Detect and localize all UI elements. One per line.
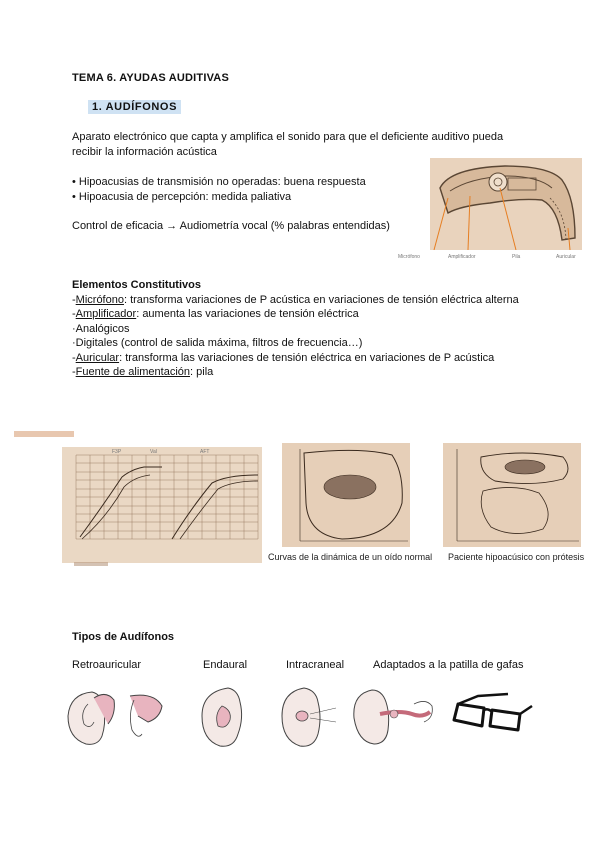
audiogram-photo: [62, 447, 262, 563]
normal-ear-figure: [282, 443, 410, 547]
tipo-intracraneal: Intracraneal: [286, 659, 345, 671]
ear-canal-icon: [350, 684, 436, 750]
term-amplificador: Amplificador: [75, 308, 137, 320]
elemento-digitales: ·Digitales (control de salida máxima, filtros de frecuencia…): [72, 337, 363, 349]
intro-line-1: Aparato electrónico que capta y amplifica el sonido para que el deficiente auditivo pueda: [72, 131, 504, 143]
section-heading: 1. AUDÍFONOS: [88, 100, 181, 114]
patient-figure: [443, 443, 581, 547]
ear-ite-icon: [188, 684, 258, 750]
term-fuente: Fuente de alimentación: [75, 366, 191, 378]
intracraneal-illustration: [276, 684, 348, 750]
patient-curves: [443, 443, 581, 547]
retroauricular-illustration: [62, 684, 172, 750]
tipo-endaural: Endaural: [203, 659, 248, 671]
elemento-fuente: -Fuente de alimentación: pila: [72, 366, 214, 378]
desc-amplificador: : aumenta las variaciones de tensión eléctrica: [136, 308, 359, 320]
elemento-microfono: -Micrófono: transforma variaciones de P acústica en variaciones de tensión eléctrica alterna: [72, 294, 519, 306]
hearing-aid-illustration: [430, 158, 582, 250]
label-auricular: Auricular: [556, 254, 576, 260]
bullet-transmision: • Hipoacusias de transmisión no operadas: buena respuesta: [72, 176, 366, 188]
label-pila: Pila: [512, 254, 521, 260]
normal-ear-curves: [282, 443, 410, 547]
ear-cic-icon: [276, 684, 348, 750]
ear-bte-icon: [62, 684, 172, 750]
tipo-gafas: Adaptados a la patilla de gafas: [373, 659, 524, 671]
graph-label-aft: AFT: [200, 449, 210, 455]
glasses-illustration: [448, 690, 534, 740]
glasses-icon: [448, 690, 534, 740]
label-microfono: Micrófono: [398, 254, 420, 260]
bullet-percepcion: • Hipoacusia de percepción: medida paliativa: [72, 191, 292, 203]
caption-normal: Curvas de la dinámica de un oído normal: [268, 552, 433, 562]
elemento-analogicos: ·Analógicos: [72, 323, 130, 335]
desc-microfono: : transforma variaciones de P acústica en variaciones de tensión eléctrica alterna: [123, 294, 519, 306]
canal-illustration: [350, 684, 436, 750]
graph-label-val: Val: [150, 449, 157, 455]
term-auricular: Auricular: [75, 352, 120, 364]
label-amplificador: Amplificador: [448, 254, 476, 260]
desc-fuente: : pila: [190, 366, 214, 378]
control-eficacia: Control de eficacia → Audiometría vocal (% palabras entendidas): [72, 220, 390, 232]
caption-patient: Paciente hipoacúsico con prótesis: [448, 552, 585, 562]
elemento-amplificador: -Amplificador: aumenta las variaciones de tensión eléctrica: [72, 308, 359, 320]
desc-auricular: : transforma las variaciones de tensión eléctrica en variaciones de P acústica: [119, 352, 495, 364]
graph-label-f3p: F3P: [112, 449, 122, 455]
endaural-illustration: [188, 684, 258, 750]
term-microfono: Micrófono: [75, 294, 124, 306]
audiogram-graph: [62, 447, 262, 563]
hearing-aid-diagram: [430, 158, 582, 250]
intro-line-2: recibir la información acústica: [72, 146, 217, 158]
tipo-retroauricular: Retroauricular: [72, 659, 142, 671]
document-title: TEMA 6. AYUDAS AUDITIVAS: [72, 72, 229, 84]
elemento-auricular: -Auricular: transforma las variaciones de tensión eléctrica en variaciones de P acústica: [72, 352, 495, 364]
elementos-heading: Elementos Constitutivos: [72, 279, 201, 291]
graph-caption-scribble: [14, 431, 74, 437]
tipos-heading: Tipos de Audífonos: [72, 631, 175, 643]
graph-footnote-scribble: [74, 562, 108, 566]
